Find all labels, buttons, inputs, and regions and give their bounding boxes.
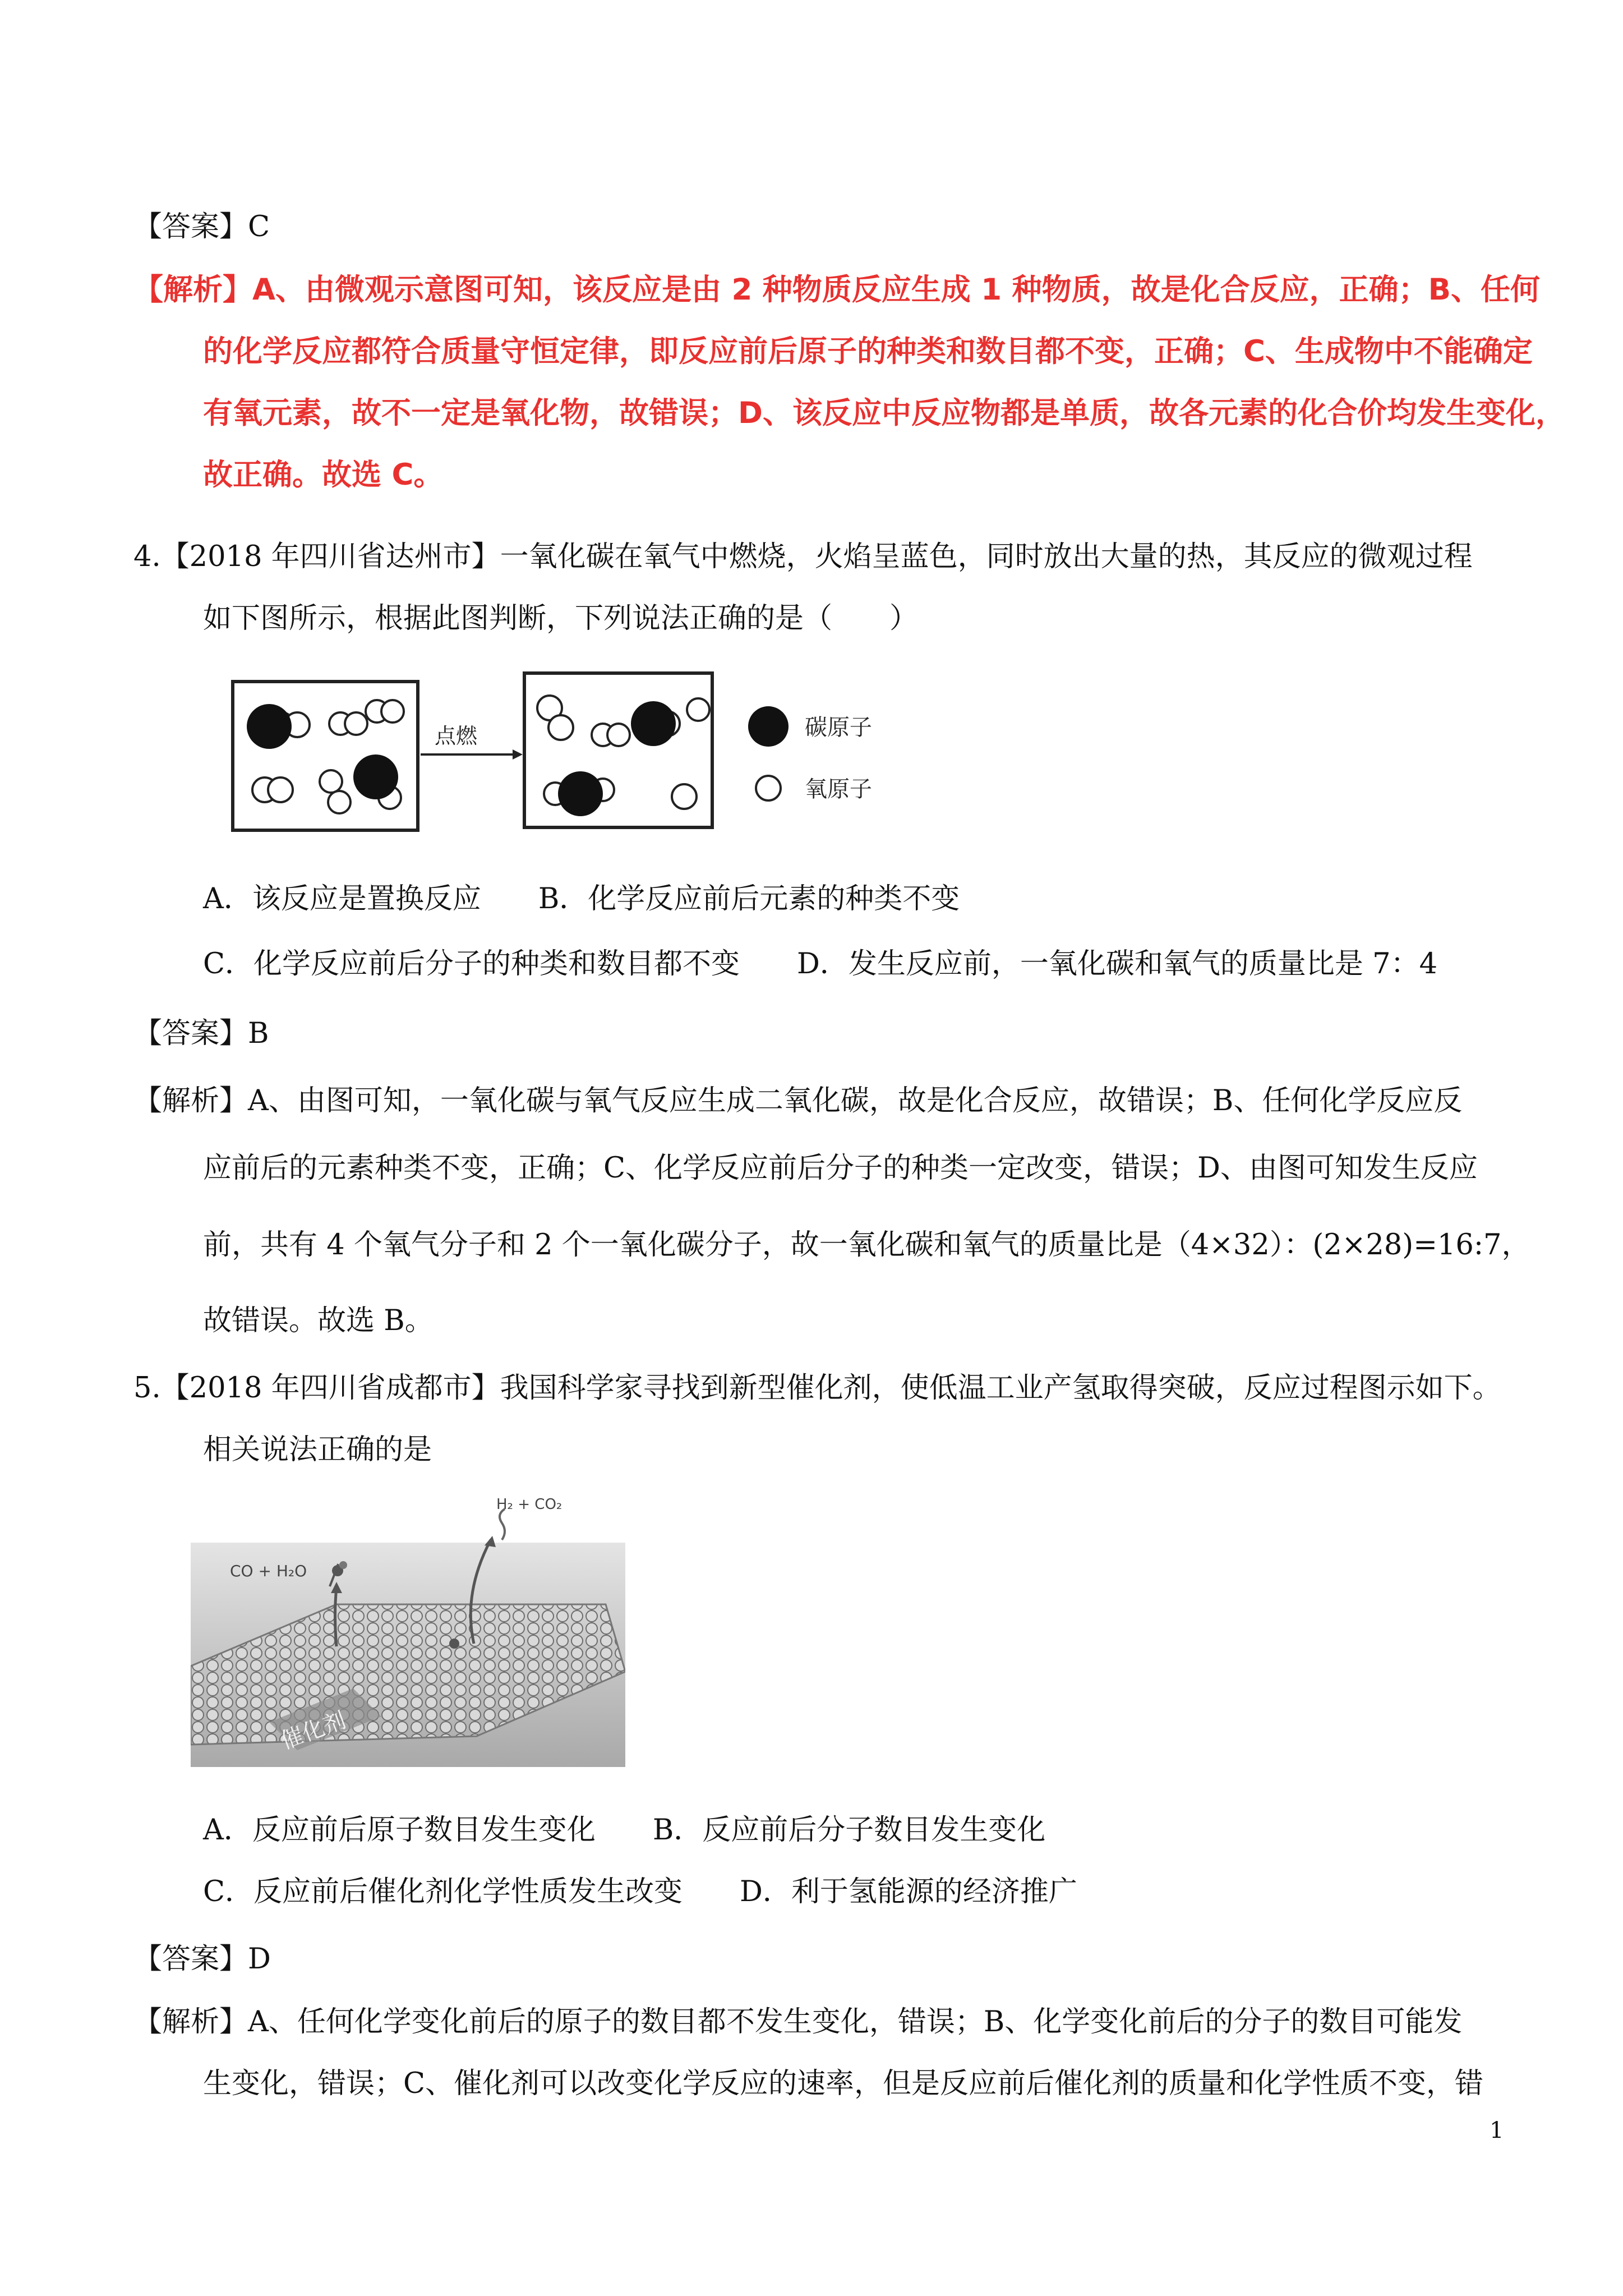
reactants-label: CO + H₂O: [230, 1562, 307, 1580]
q4-stem-line-2: 如下图所示，根据此图判断，下列说法正确的是（ ）: [203, 602, 919, 635]
q5-analysis-line-1: 【解析】A、任何化学变化前后的原子的数目都不发生变化，错误；B、化学变化前后的分子的数目可能发: [133, 2005, 1463, 2039]
legend-oxygen: 氧原子: [805, 776, 872, 802]
q4-analysis-line-1: 【解析】A、由图可知，一氧化碳与氧气反应生成二氧化碳，故是化合反应，故错误；B、任何化学反应反: [133, 1084, 1463, 1117]
q5-catalyst-photo: [191, 1487, 625, 1767]
q3-answer: 【答案】C: [133, 210, 270, 243]
q4-options-line-1: A．该反应是置换反应 B．化学反应前后元素的种类不变: [203, 882, 960, 915]
catalyst-label: 催化剂: [277, 1707, 349, 1755]
q3-analysis-line-2: 的化学反应都符合质量守恒定律，即反应前后原子的种类和数目都不变，正确；C、生成物中不能确定: [203, 334, 1533, 369]
q4-answer: 【答案】B: [133, 1017, 269, 1050]
q3-analysis-line-4: 故正确。故选 C。: [203, 458, 444, 492]
q4-reaction-diagram: [230, 662, 925, 836]
products-label: H₂ + CO₂: [496, 1496, 562, 1513]
q3-analysis-line-1: 【解析】A、由微观示意图可知，该反应是由 2 种物质反应生成 1 种物质，故是化合反应，正确；B、任何: [133, 273, 1540, 307]
q5-options-line-1: A．反应前后原子数目发生变化 B．反应前后分子数目发生变化: [203, 1814, 1046, 1847]
q4-stem-line-1: 4.【2018 年四川省达州市】一氧化碳在氧气中燃烧，火焰呈蓝色，同时放出大量的热，其反应的微观过程: [133, 540, 1473, 573]
legend-carbon: 碳原子: [805, 715, 872, 740]
page-number: 1: [1490, 2118, 1504, 2143]
q5-options-line-2: C．反应前后催化剂化学性质发生改变 D．利于氢能源的经济推广: [203, 1875, 1077, 1908]
arrow-label: 点燃: [435, 724, 478, 748]
q4-analysis-line-2: 应前后的元素种类不变，正确；C、化学反应前后分子的种类一定改变，错误；D、由图可知发生反应: [203, 1152, 1478, 1185]
q5-analysis-line-2: 生变化，错误；C、催化剂可以改变化学反应的速率，但是反应前后催化剂的质量和化学性质不变，错: [203, 2067, 1484, 2100]
q5-stem-line-2: 相关说法正确的是: [203, 1433, 432, 1466]
q4-analysis-line-4: 故错误。故选 B。: [203, 1304, 434, 1337]
q5-answer: 【答案】D: [133, 1943, 271, 1976]
q4-options-line-2: C．化学反应前后分子的种类和数目都不变 D．发生反应前，一氧化碳和氧气的质量比是 7：4: [203, 947, 1438, 981]
q5-stem-line-1: 5.【2018 年四川省成都市】我国科学家寻找到新型催化剂，使低温工业产氢取得突破，反应过程图示如下。: [133, 1372, 1501, 1405]
q3-analysis-line-3: 有氧元素，故不一定是氧化物，故错误；D、该反应中反应物都是单质，故各元素的化合价均发生变化，: [203, 396, 1565, 430]
q4-analysis-line-3: 前，共有 4 个氧气分子和 2 个一氧化碳分子，故一氧化碳和氧气的质量比是（4×32）：(2×28)=16:7，: [203, 1228, 1530, 1262]
